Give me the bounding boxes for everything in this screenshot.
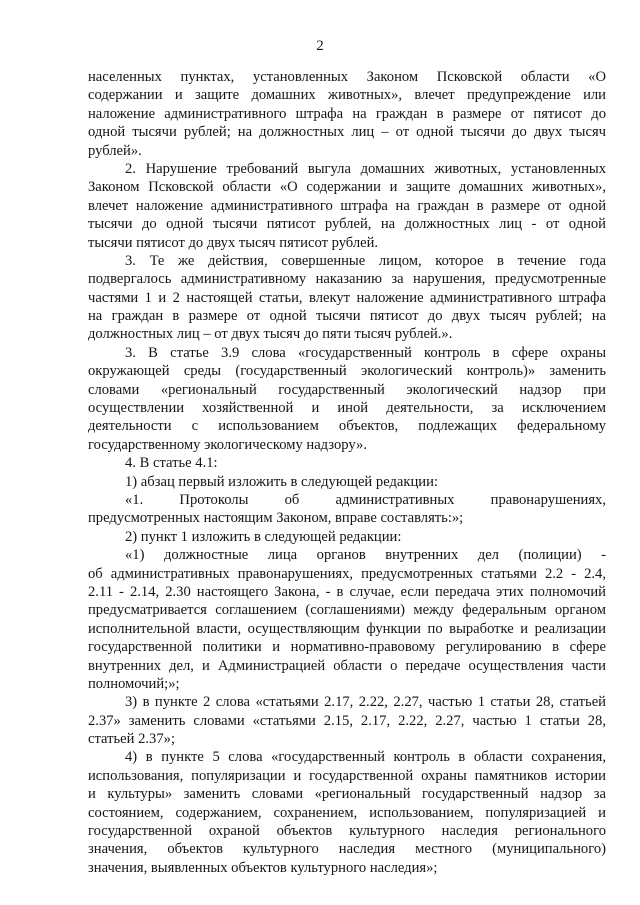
text-line: 1) абзац первый изложить в следующей редакции: [125,473,438,490]
text-line: одной тысячи рублей; на должностных лиц – от одной тысячи до двух тысяч [88,124,606,141]
text-line: деятельности с использованием объектов, подлежащих федеральному [88,418,606,435]
text-line: 3. Те же действия, совершенные лицом, которое в течение года [125,252,606,269]
text-line: окружающей среды (государственный экологический контроль)» заменить [88,363,606,380]
text-line: значения, выявленных объектов культурного наследия»; [88,859,438,876]
text-line: рублей». [88,142,142,159]
text-line: об административных правонарушениях, предусмотренных статьями 2.2 - 2.4, [88,565,606,582]
text-line: влечет наложение административного штрафа на граждан в размере от одной [88,197,606,214]
text-line: предусмотренных настоящим Законом, вправе составлять:»; [88,510,464,527]
text-line: государственной политики и нормативно-правовому регулированию в сфере [88,639,606,656]
text-line: 2.37» заменить словами «статьями 2.15, 2.17, 2.22, 2.27, частью 1 статьи 28, [88,712,606,729]
text-line: полномочий;»; [88,675,180,692]
text-line: населенных пунктах, установленных Законом Псковской области «О [88,69,606,85]
text-line: предусматривается соглашением (соглашениями) между федеральным органом [88,602,606,619]
text-line: должностных лиц – от двух тысяч до пяти тысяч рублей.». [88,326,453,343]
page-number: 2 [316,38,324,54]
text-line: государственному экологическому надзору». [88,436,367,453]
text-line: словами «региональный государственный экологический надзор при [88,381,606,398]
text-line: подвергалось административному наказанию за нарушения, предусмотренные [88,271,606,288]
text-line: состоянием, содержанием, сохранением, использованием, популяризацией и [88,804,606,821]
text-line: исполнительной власти, осуществляющим функции по выработке и реализации [88,620,606,637]
text-line: 2. Нарушение требований выгула домашних животных, установленных [125,160,606,177]
document-body [88,68,606,877]
text-line: «1. Протоколы об административных правонарушениях, [125,491,606,508]
text-line: статьей 2.37»; [88,731,175,748]
text-line: 2.11 - 2.14, 2.30 настоящего Закона, - в случае, если передача этих полномочий [88,583,606,600]
text-line: и культуры» заменить словами «региональный государственный надзор за [88,786,606,803]
text-line: «1) должностные лица органов внутренних дел (полиции) - [125,547,606,564]
text-line: частями 1 и 2 настоящей статьи, влекут наложение административного штрафа [88,289,606,306]
text-line: 3) в пункте 2 слова «статьями 2.17, 2.22, 2.27, частью 1 статьи 28, статьей [125,694,606,711]
text-line: значения, объектов культурного наследия местного (муниципального) [88,841,606,858]
text-line: Законом Псковской области «О содержании и защите домашних животных», [88,179,606,196]
text-line: использования, популяризации и государственной охраны памятников истории [88,767,606,784]
text-line: наложение административного штрафа на граждан в размере от пятисот до [88,105,606,122]
text-line: содержании и защите домашних животных», влечет предупреждение или [88,87,606,104]
text-line: 4) в пункте 5 слова «государственный контроль в области сохранения, [125,749,606,766]
text-line: государственной охраной объектов культурного наследия регионального [88,823,606,840]
text-line: осуществлении хозяйственной и иной деятельности, за исключением [88,400,606,417]
text-line: 2) пункт 1 изложить в следующей редакции: [125,528,402,545]
text-line: внутренних дел, и Администрацией области о передаче осуществления части [88,657,606,674]
text-line: 3. В статье 3.9 слова «государственный контроль в сфере охраны [125,344,606,361]
text-line: тысячи пятисот до двух тысяч пятисот рублей. [88,234,379,251]
text-line: 4. В статье 4.1: [125,455,218,472]
text-line: на граждан в размере от одной тысячи пятисот до двух тысяч рублей; на [88,308,606,325]
text-line: тысячи до одной тысячи пятисот рублей, на должностных лиц - от одной [88,216,606,233]
